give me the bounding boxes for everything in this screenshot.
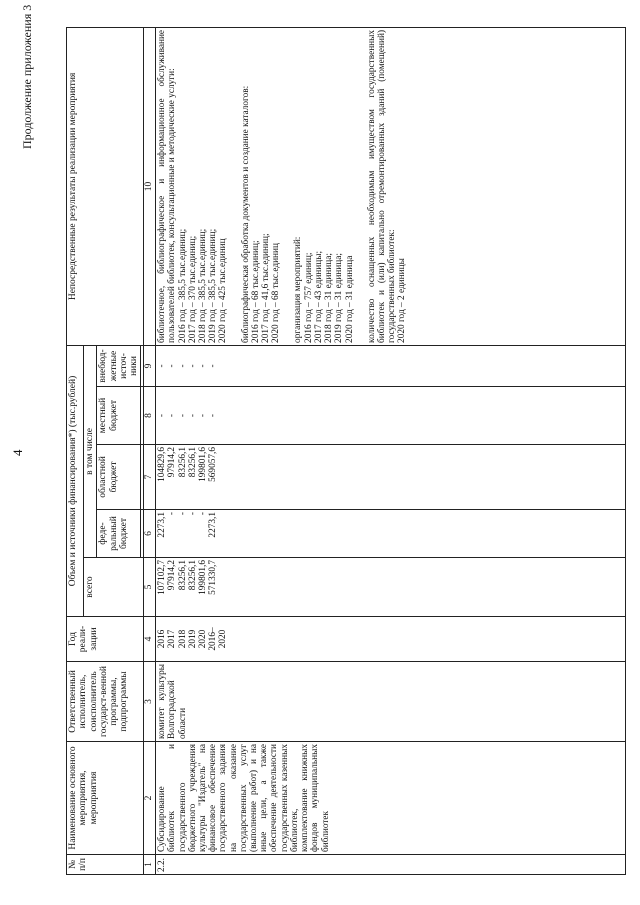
header-total: всего (84, 558, 144, 617)
results-intro: библиографическая обработка документов и создание каталогов: (240, 85, 251, 343)
column-number-row (144, 27, 156, 874)
local-cell (156, 387, 626, 445)
results-line: 2017 год – 370 тыс.единиц; (187, 235, 198, 343)
header-year: Год реали-зации (67, 617, 144, 662)
results-line: 2016 год – 385,5 тыс.единиц; (177, 228, 188, 343)
col-number: 3 (144, 662, 156, 742)
results-block (367, 30, 408, 343)
continuation-caption: Продолжение приложения 3 (20, 4, 34, 149)
year-value: 2019 (187, 629, 198, 649)
results-block (157, 30, 228, 343)
col-number: 10 (144, 27, 156, 345)
extra-cell (156, 345, 626, 386)
extra-value: - (157, 364, 168, 368)
local-value: - (157, 413, 168, 418)
local-value: - (177, 413, 188, 418)
col-number: 8 (144, 387, 156, 445)
results-line: 2016 год – 757 единиц; (303, 252, 314, 343)
col-number: 2 (144, 742, 156, 855)
federal-value: - (177, 512, 188, 516)
col-number: 6 (144, 510, 156, 558)
extra-value: - (167, 364, 178, 368)
total-value: 83256,1 (177, 560, 188, 591)
total-value: 83256,1 (187, 560, 198, 591)
total-cell (156, 558, 626, 617)
extra-value: - (177, 364, 188, 368)
header-num: № п/п (67, 855, 144, 875)
local-value: - (198, 413, 209, 418)
col-number: 5 (144, 558, 156, 617)
regional-value: 83256,1 (177, 447, 188, 478)
results-line: 2019 год – 385,5 тыс.единиц; (208, 228, 219, 343)
header-name: Наименование основного мероприятия, мероприятия (67, 742, 144, 855)
results-line: 2020 год – 2 единицы (397, 258, 408, 343)
results-line: 2019 год – 31 единица; (334, 253, 345, 343)
federal-cell (156, 510, 626, 558)
results-line: 2017 год – 41,6 тыс.единиц; (261, 233, 272, 343)
local-value: - (187, 413, 198, 418)
total-value: 97914,2 (167, 560, 178, 591)
federal-value: 2273,1 (208, 512, 219, 538)
header-executor: Ответственный исполнитель, соисполнитель государст-венной программы, подпрограммы (67, 662, 144, 742)
header-extra: внебюд-жетные источ-ники (97, 345, 141, 386)
federal-value: 2273,1 (157, 512, 168, 538)
extra-value: - (208, 364, 219, 368)
table-row (156, 27, 626, 874)
col-number: 9 (144, 345, 156, 386)
results-cell (156, 27, 626, 345)
federal-value: - (167, 512, 178, 516)
header-regional: областной бюджет (97, 445, 141, 510)
results-intro: библиотечное, библиографическое и информационное обслуживание пользователей библиотек, консультационные и методические услуги: (157, 29, 178, 343)
header-local: местный бюджет (97, 387, 141, 445)
results-block (241, 30, 282, 343)
results-line: 2020 год – 31 единица (344, 255, 355, 343)
local-value: - (167, 413, 178, 418)
program-table (66, 27, 626, 875)
page-number: 4 (10, 449, 25, 456)
regional-value: 104829,6 (157, 447, 168, 482)
results-intro: организация мероприятий: (293, 236, 304, 343)
federal-value: - (187, 512, 198, 516)
measure-name: Субсидирование библиотек и государственного бюджетного учреждения культуры "Издатель" на финансовое обеспечение государственного задания на оказание государственных услуг (выполнение работ) и на иные цели, а также обеспечение деятельности государственных казенных библиотек, комплектование книжных фондов муниципальных библиотек (156, 742, 626, 855)
extra-value: - (187, 364, 198, 368)
header-results: Непосредственные результаты реализации мероприятия (67, 27, 144, 345)
col-number: 1 (144, 855, 156, 875)
header-funding: Объем и источники финансирования*) (тыс.рублей) (67, 345, 84, 616)
year-value: 2016–2020 (208, 627, 229, 651)
results-line: 2018 год – 31 единица; (324, 253, 335, 343)
regional-cell (156, 445, 626, 510)
results-line: 2018 год – 385,5 тыс.единиц; (198, 228, 209, 343)
executor: комитет культуры Волгоградской области (156, 662, 626, 742)
results-line: 2020 год – 425 тыс.единиц (218, 238, 229, 343)
results-intro: количество оснащенных необходимым имуществом государственных библиотек и (или) капитально отремонтированных зданий (помещений) государственных библиотек: (366, 29, 398, 343)
year-value: 2020 (198, 629, 209, 649)
results-line: 2017 год – 43 единицы; (313, 250, 324, 343)
year-value: 2017 (167, 629, 178, 649)
federal-value: - (198, 512, 209, 516)
row-number: 2.2. (156, 855, 626, 875)
results-line: 2016 год – 68 тыс.единиц; (250, 240, 261, 343)
extra-value: - (198, 364, 209, 368)
total-value: 107102,7 (157, 560, 168, 595)
years-cell (156, 617, 626, 662)
header-including: в том числе (84, 345, 97, 557)
results-block (293, 30, 354, 343)
regional-value: 83256,1 (187, 447, 198, 478)
results-line: 2020 год – 68 тыс.единиц (271, 243, 282, 343)
year-value: 2018 (177, 629, 188, 649)
header-federal: феде-ральный бюджет (97, 510, 141, 558)
col-number: 4 (144, 617, 156, 662)
year-value: 2016 (157, 629, 168, 649)
total-value: 571330,7 (208, 560, 219, 595)
regional-value: 97914,2 (167, 447, 178, 478)
regional-value: 199801,6 (198, 447, 209, 482)
total-value: 199801,6 (198, 560, 209, 595)
col-number: 7 (144, 445, 156, 510)
regional-value: 569057,6 (208, 447, 219, 482)
local-value: - (208, 413, 219, 418)
